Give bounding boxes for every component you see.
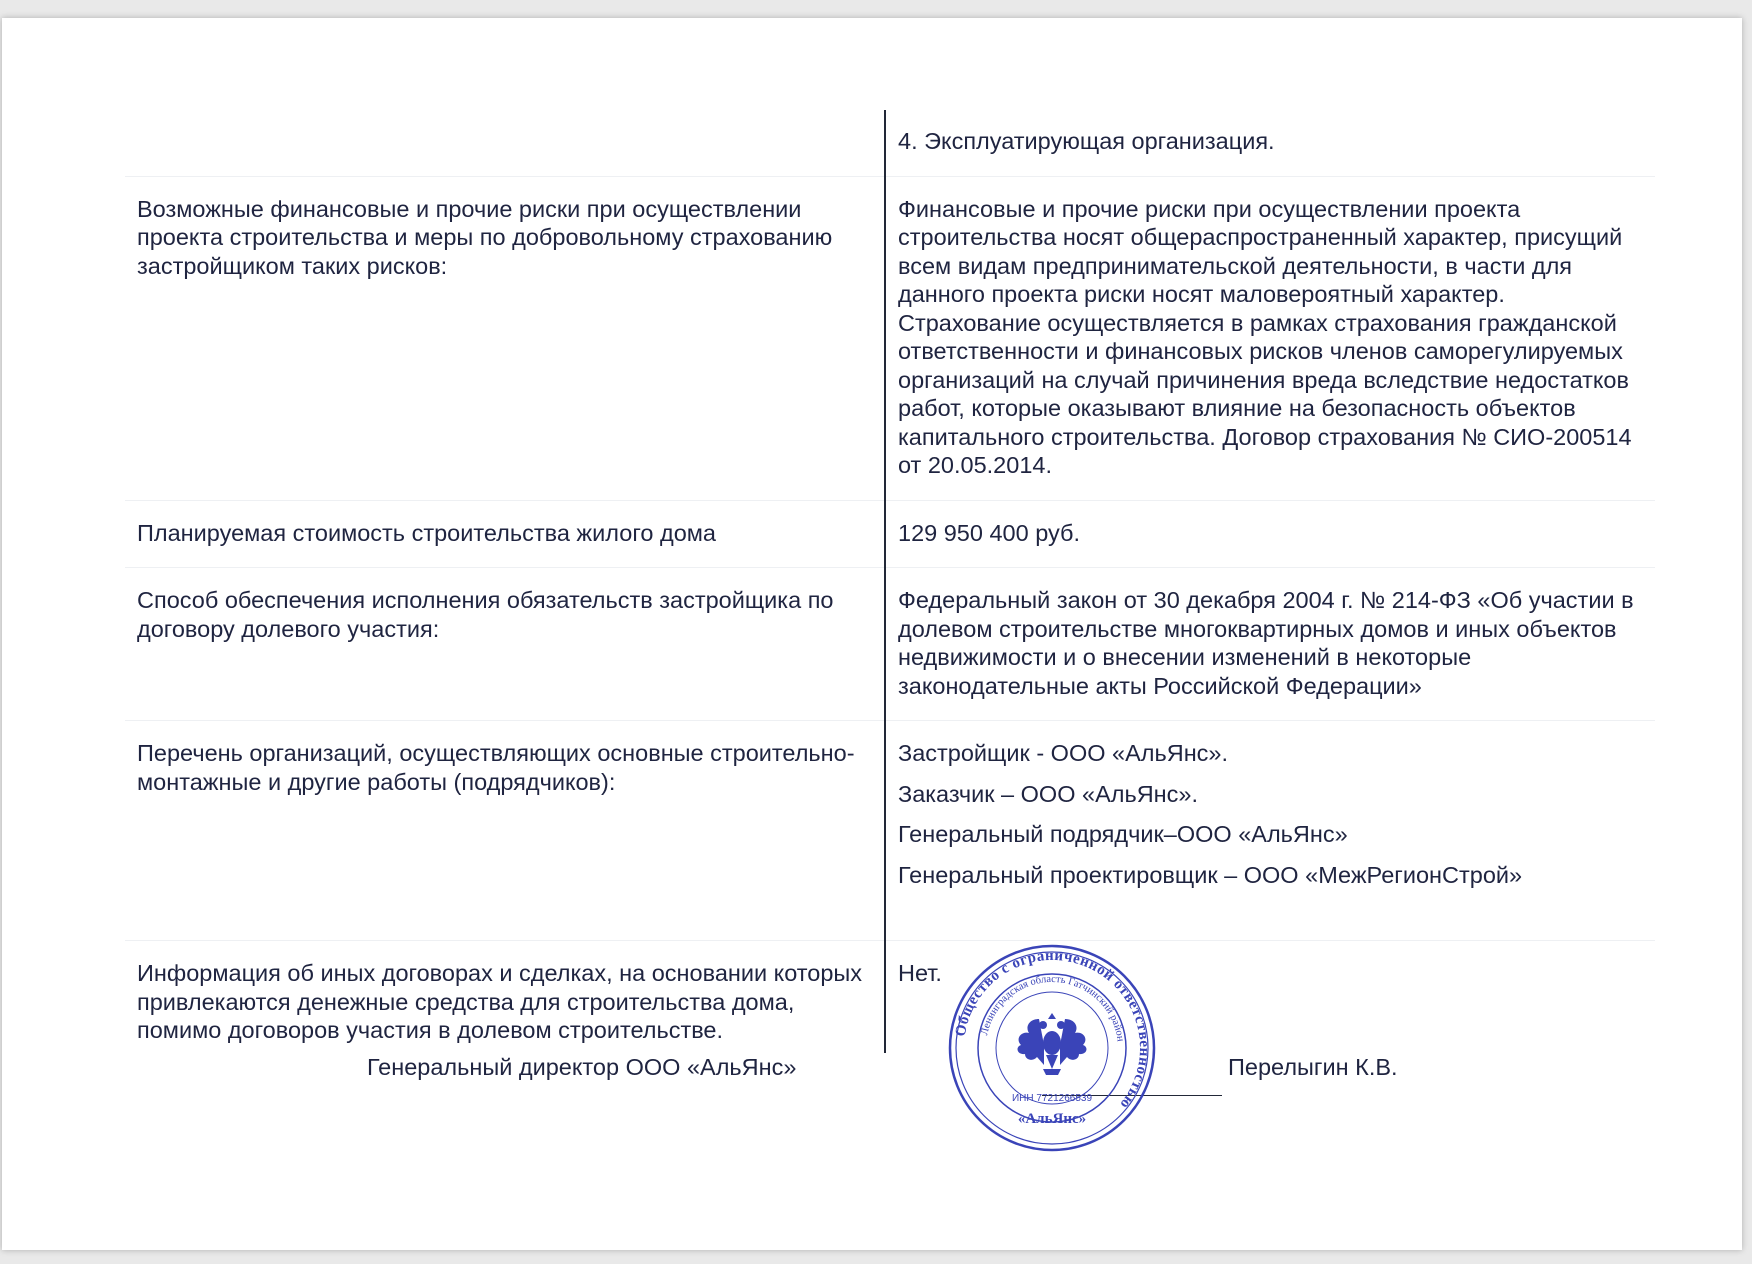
table-row (125, 110, 1655, 176)
row-label: Информация об иных договорах и сделках, на основании которых привлекаются денежные средства для строительства дома, помимо договоров участия в долевом строительстве. (137, 960, 863, 1043)
seal-company: «АльЯнс» (1017, 1111, 1087, 1127)
value-paragraph: Финансовые и прочие риски при осуществлении проекта строительства носят общераспространенный характер, присущий всем видам предпринимательской деятельности, в части для данного проекта риски носят маловероятный характер. Страхование осуществляется в рамках страхования гражданской ответственности и финансовых рисков членов саморегулируемых организаций на случай причинения вреда вследствие недостатков работ, которые оказывают влияние на безопасность объектов капитального строительства. Договор страхования № СИО-200514 от 20.05.2014. (898, 195, 1632, 478)
contractor-customer: Заказчик – ООО «АльЯнс». (898, 780, 1199, 807)
signatory-title: Генеральный директор ООО «АльЯнс» (367, 1054, 797, 1080)
seal-inn: ИНН 7721266539 (1011, 1093, 1093, 1104)
row-value (885, 568, 1655, 721)
company-seal (947, 943, 1157, 1153)
table-row (125, 500, 1655, 568)
row-value (885, 110, 1655, 176)
row-label: Планируемая стоимость строительства жилого дома (137, 519, 716, 546)
info-table (125, 110, 1655, 1053)
row-value (885, 176, 1655, 500)
table-row (125, 176, 1655, 500)
row-label: Перечень организаций, осуществляющих основные строительно-монтажные и другие работы (подрядчиков): (137, 740, 855, 795)
row-label (125, 110, 885, 176)
signatory-name: Перелыгин К.В. (1228, 1054, 1398, 1080)
contractor-developer: Застройщик - ООО «АльЯнс». (898, 740, 1229, 766)
row-value (885, 500, 1655, 568)
value-paragraph: Федеральный закон от 30 декабря 2004 г. № 214-ФЗ «Об участии в долевом строительстве многоквартирных домов и иных объектов недвижимости и о внесении изменений в некоторые законодательные акты Российской Федерации» (898, 587, 1634, 699)
table-row (125, 941, 1655, 1053)
row-label: Возможные финансовые и прочие риски при осуществлении проекта строительства и меры по добровольному страхованию застройщиком таких рисков: (137, 195, 833, 279)
seal-outer-text: Общество с ограниченной ответственностью (952, 947, 1153, 1112)
contractor-general: Генеральный подрядчик–ООО «АльЯнс» (898, 821, 1348, 847)
document-page (2, 18, 1742, 1250)
eagle-emblem-icon (1018, 1013, 1087, 1075)
seal-inner-text: Ленинградская область Гатчинский район (979, 973, 1126, 1043)
table-row (125, 568, 1655, 721)
value-paragraph: 4. Эксплуатирующая организация. (898, 128, 1275, 154)
contractor-designer: Генеральный проектировщик – ООО «МежРегионСтрой» (898, 861, 1523, 888)
row-label: Способ обеспечения исполнения обязательств застройщика по договору долевого участия: (137, 587, 834, 642)
value-paragraph: 129 950 400 руб. (898, 519, 1081, 546)
table-row (125, 721, 1655, 941)
row-value (885, 721, 1655, 941)
value-paragraph: Нет. (898, 960, 942, 986)
